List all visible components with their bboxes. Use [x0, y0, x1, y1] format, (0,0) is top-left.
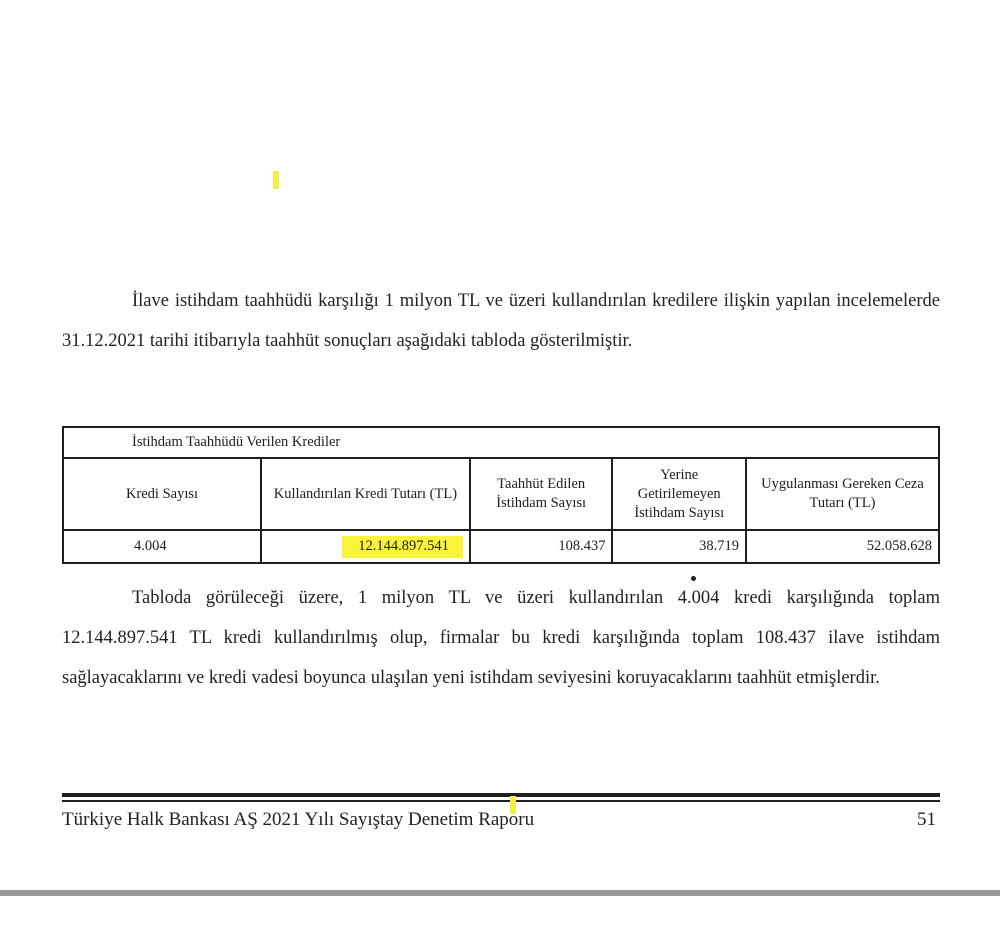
table-caption: İstihdam Taahhüdü Verilen Krediler [63, 427, 939, 458]
page-number: 51 [917, 809, 936, 830]
table-row [63, 530, 939, 563]
footer-rule-thick [62, 793, 940, 797]
credit-table [62, 426, 940, 564]
cell-kredi-tutari [261, 530, 470, 563]
header-getirilemeyen-istihdam: Yerine Getirilemeyen İstihdam Sayısı [612, 458, 745, 530]
cell-taahhut-istihdam: 108.437 [470, 530, 613, 563]
footer-title: Türkiye Halk Bankası AŞ 2021 Yılı Sayıştay Denetim Raporu [62, 809, 535, 830]
cell-getirilemeyen-istihdam: 38.719 [612, 530, 745, 563]
cell-ceza-tutari: 52.058.628 [746, 530, 939, 563]
header-taahhut-istihdam: Taahhüt Edilen İstihdam Sayısı [470, 458, 613, 530]
cell-kredi-sayisi: 4.004 [63, 530, 261, 563]
highlight-mark [273, 171, 279, 189]
header-ceza-tutari: Uygulanması Gereken Ceza Tutarı (TL) [746, 458, 939, 530]
page-bottom-edge [0, 890, 1000, 935]
summary-paragraph: Tabloda görüleceği üzere, 1 milyon TL ve üzeri kullandırılan 4.004 kredi karşılığında toplam 12.144.897.541 TL kredi kullandırılmış olup, firmalar bu kredi karşılığında toplam 108.437 ilave istihdam sağlayacaklarını ve kredi vadesi boyunca ulaşılan yeni istihdam seviyesini koruyacaklarını taahhüt etmişlerdir. [62, 588, 940, 688]
footer-rule-thin [62, 800, 940, 802]
intro-paragraph: İlave istihdam taahhüdü karşılığı 1 milyon TL ve üzeri kullandırılan kredilere ilişkin yapılan incelemelerde 31.12.2021 tarihi itibarıyla taahhüt sonuçları aşağıdaki tabloda gösterilmiştir. [62, 291, 940, 351]
table-header-row [63, 458, 939, 530]
header-kredi-sayisi: Kredi Sayısı [63, 458, 261, 530]
highlighted-amount: 12.144.897.541 [342, 536, 463, 558]
header-kredi-tutari: Kullandırılan Kredi Tutarı (TL) [261, 458, 470, 530]
